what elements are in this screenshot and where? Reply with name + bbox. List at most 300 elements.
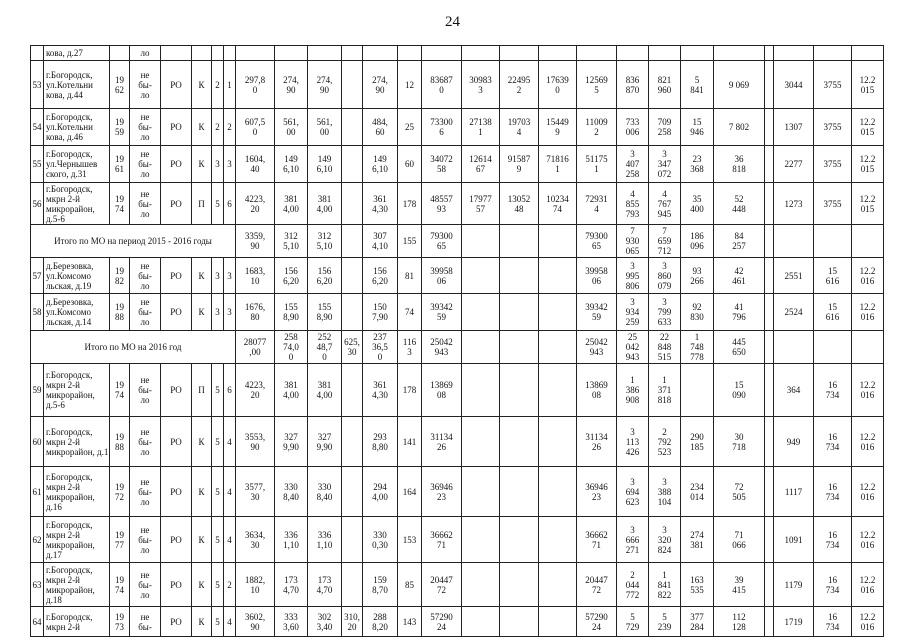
residential-area-cell: 381 4,00 (308, 183, 342, 225)
residents-cell: 178 (398, 364, 422, 417)
type-cell: РО (161, 364, 192, 417)
residents-cell: 74 (398, 294, 422, 331)
premises-area-cell: 327 9,90 (275, 417, 308, 467)
total-area-cell: 297,8 0 (236, 61, 275, 109)
municipal-cell (539, 225, 577, 258)
limit-cost-cell (814, 331, 852, 364)
entrances-cell: 2 (224, 109, 236, 146)
specific-cost-cell: 1179 (774, 563, 814, 607)
entrances-cell: 3 (224, 146, 236, 183)
row-number-cell: 62 (31, 517, 44, 563)
residential-area-cell: 173 4,70 (308, 563, 342, 607)
municipal-cell (539, 331, 577, 364)
specific-cost-cell: 1273 (774, 183, 814, 225)
cost-value-cell: 2 044 772 (617, 563, 649, 607)
limit-cost-cell: 3755 (814, 61, 852, 109)
table-row (31, 294, 884, 331)
owners-funds-cell: 39958 06 (577, 258, 617, 294)
municipal-cell (539, 607, 577, 637)
row-number-cell: 57 (31, 258, 44, 294)
regional-cell (500, 563, 539, 607)
cost-value-cell: 84 257 (714, 225, 765, 258)
cost-value-cell: 41 796 (714, 294, 765, 331)
nonresidential-area-cell (342, 109, 363, 146)
fund-cell: 27138 1 (462, 109, 500, 146)
fund-cell (462, 225, 500, 258)
renovation-year-cell: не бы- ло (130, 364, 161, 417)
premises-area-cell: 381 4,00 (275, 364, 308, 417)
cost-value-cell: 4 855 793 (617, 183, 649, 225)
empty-cell (765, 294, 774, 331)
deadline-cell: 12.2 015 (852, 146, 884, 183)
owners-funds-cell: 11009 2 (577, 109, 617, 146)
cost-value-cell: 821 960 (649, 61, 681, 109)
residents-cell: 116 3 (398, 331, 422, 364)
cost-value-cell: 1 748 778 (681, 331, 714, 364)
deadline-cell: 12.2 016 (852, 364, 884, 417)
row-number-cell: 58 (31, 294, 44, 331)
table-row (31, 61, 884, 109)
fund-cell (462, 364, 500, 417)
wall-material-cell: К (192, 61, 212, 109)
floors-cell: 2 (212, 109, 224, 146)
residential-area-cell: 149 6,10 (308, 146, 342, 183)
owners-funds-cell: 57290 24 (577, 607, 617, 637)
cost-value-cell: 445 650 (714, 331, 765, 364)
address-cell: г.Богородск, мкрн 2-й микрорайон, д.16 (44, 467, 110, 517)
total-cost-cell: 39342 59 (422, 294, 462, 331)
specific-cost-cell: 1117 (774, 467, 814, 517)
premises-area-cell: 258 74,0 0 (275, 331, 308, 364)
year-cell: 19 72 (110, 467, 130, 517)
page-number: 24 (445, 14, 460, 30)
type-cell: РО (161, 607, 192, 637)
cost-value-cell: 234 014 (681, 467, 714, 517)
residents-cell: 164 (398, 467, 422, 517)
table-row (31, 517, 884, 563)
fund-cell (462, 258, 500, 294)
owners-funds-cell: 31134 26 (577, 417, 617, 467)
row-number-cell: 59 (31, 364, 44, 417)
cost-value-cell: 7 802 (714, 109, 765, 146)
floors-cell: 3 (212, 146, 224, 183)
row-number-cell: 54 (31, 109, 44, 146)
fund-cell (462, 294, 500, 331)
fund-cell: 17977 57 (462, 183, 500, 225)
deadline-cell: 12.2 016 (852, 417, 884, 467)
nonresidential-area-cell (342, 61, 363, 109)
renovation-year-cell: не бы- ло (130, 61, 161, 109)
owners-funds-cell: 20447 72 (577, 563, 617, 607)
premises-area-cell: 381 4,00 (275, 183, 308, 225)
row-number-cell: 56 (31, 183, 44, 225)
address-cell: г.Богородск, мкрн 2-й микрорайон, д.5-6 (44, 364, 110, 417)
owners-funds-cell: 72931 4 (577, 183, 617, 225)
entrances-cell: 3 (224, 294, 236, 331)
wall-material-cell: К (192, 467, 212, 517)
wall-material-cell: К (192, 258, 212, 294)
cost-value-cell: 5 841 (681, 61, 714, 109)
cost-value-cell: 15 946 (681, 109, 714, 146)
type-cell: РО (161, 417, 192, 467)
owners-area-cell: 156 6,20 (363, 258, 398, 294)
type-cell: РО (161, 467, 192, 517)
regional-cell (500, 331, 539, 364)
deadline-cell: 12.2 015 (852, 183, 884, 225)
owners-area-cell: 150 7,90 (363, 294, 398, 331)
wall-material-cell: К (192, 109, 212, 146)
premises-area-cell: 561, 00 (275, 109, 308, 146)
year-cell: 19 88 (110, 417, 130, 467)
empty-cell (765, 517, 774, 563)
table-row (31, 183, 884, 225)
regional-cell (500, 258, 539, 294)
owners-area-cell: 361 4,30 (363, 183, 398, 225)
total-cost-cell: 36662 71 (422, 517, 462, 563)
residents-cell: 25 (398, 109, 422, 146)
total-area-cell: 28077 ,00 (236, 331, 275, 364)
residents-cell: 153 (398, 517, 422, 563)
year-cell: 19 73 (110, 607, 130, 637)
municipal-cell (539, 364, 577, 417)
renovation-year-cell: не бы- (130, 607, 161, 637)
year-cell: 19 61 (110, 146, 130, 183)
floors-cell: 5 (212, 607, 224, 637)
row-number-cell: 60 (31, 417, 44, 467)
cost-value-cell: 3 694 623 (617, 467, 649, 517)
total-area-cell: 1604, 40 (236, 146, 275, 183)
residents-cell: 143 (398, 607, 422, 637)
cost-value-cell: 23 368 (681, 146, 714, 183)
residents-cell: 81 (398, 258, 422, 294)
row-number-cell: 61 (31, 467, 44, 517)
floors-cell: 5 (212, 517, 224, 563)
municipal-cell: 17639 0 (539, 61, 577, 109)
apartment-buildings-table (30, 45, 884, 637)
owners-area-cell: 288 8,20 (363, 607, 398, 637)
limit-cost-cell: 16 734 (814, 467, 852, 517)
address-cell: г.Богородск, мкрн 2-й микрорайон, д.17 (44, 517, 110, 563)
total-cost-cell: 57290 24 (422, 607, 462, 637)
cost-value-cell: 22 848 515 (649, 331, 681, 364)
owners-area-cell: 237 36,5 0 (363, 331, 398, 364)
empty-cell (765, 146, 774, 183)
type-cell: РО (161, 109, 192, 146)
cost-value-cell: 35 400 (681, 183, 714, 225)
limit-cost-cell: 3755 (814, 146, 852, 183)
cost-value-cell: 709 258 (649, 109, 681, 146)
total-area-cell: 1683, 10 (236, 258, 275, 294)
summary-label: Итого по МО на 2016 год (31, 331, 236, 364)
empty-cell (765, 364, 774, 417)
nonresidential-area-cell (342, 183, 363, 225)
residents-cell: 155 (398, 225, 422, 258)
specific-cost-cell: 1091 (774, 517, 814, 563)
cost-value-cell: 3 666 271 (617, 517, 649, 563)
type-cell: РО (161, 294, 192, 331)
total-area-cell: 3634, 30 (236, 517, 275, 563)
wall-material-cell: К (192, 294, 212, 331)
premises-area-cell: 336 1,10 (275, 517, 308, 563)
type-cell: РО (161, 517, 192, 563)
owners-area-cell: 293 8,80 (363, 417, 398, 467)
address-cell: г.Богородск, мкрн 2-й микрорайон, д.1 (44, 417, 110, 467)
cost-value-cell: 3 934 259 (617, 294, 649, 331)
empty-cell (765, 467, 774, 517)
regional-cell (500, 467, 539, 517)
limit-cost-cell: 3755 (814, 109, 852, 146)
residential-area-cell: 561, 00 (308, 109, 342, 146)
entrances-cell: 4 (224, 517, 236, 563)
total-cost-cell: 25042 943 (422, 331, 462, 364)
floors-cell: 3 (212, 294, 224, 331)
total-cost-cell: 48557 93 (422, 183, 462, 225)
deadline-cell (852, 225, 884, 258)
year-cell: 19 62 (110, 61, 130, 109)
table-row (31, 364, 884, 417)
municipal-cell (539, 517, 577, 563)
year-cell: 19 74 (110, 563, 130, 607)
owners-area-cell: 307 4,10 (363, 225, 398, 258)
deadline-cell: 12.2 016 (852, 607, 884, 637)
regional-cell: 13052 48 (500, 183, 539, 225)
cost-value-cell: 7 659 712 (649, 225, 681, 258)
address-cell: д.Березовка, ул.Комсомо льская, д.19 (44, 258, 110, 294)
entrances-cell: 4 (224, 607, 236, 637)
municipal-cell: 15449 9 (539, 109, 577, 146)
material-cell: ло (130, 46, 161, 61)
total-area-cell: 3602, 90 (236, 607, 275, 637)
owners-funds-cell: 13869 08 (577, 364, 617, 417)
municipal-cell (539, 563, 577, 607)
entrances-cell: 4 (224, 417, 236, 467)
deadline-cell: 12.2 016 (852, 258, 884, 294)
nonresidential-area-cell (342, 146, 363, 183)
cost-value-cell: 1 386 908 (617, 364, 649, 417)
cost-value-cell: 1 371 818 (649, 364, 681, 417)
wall-material-cell: П (192, 364, 212, 417)
total-cost-cell: 83687 0 (422, 61, 462, 109)
empty-cell (765, 258, 774, 294)
table-row (31, 258, 884, 294)
type-cell: РО (161, 258, 192, 294)
empty-cell (765, 331, 774, 364)
floors-cell: 5 (212, 467, 224, 517)
cost-value-cell: 377 284 (681, 607, 714, 637)
cost-value-cell: 3 113 426 (617, 417, 649, 467)
residential-area-cell: 312 5,10 (308, 225, 342, 258)
total-cost-cell: 73300 6 (422, 109, 462, 146)
premises-area-cell: 173 4,70 (275, 563, 308, 607)
address-cell: г.Богородск, ул.Котельни кова, д.44 (44, 61, 110, 109)
municipal-cell (539, 258, 577, 294)
cost-value-cell: 3 407 258 (617, 146, 649, 183)
cost-value-cell: 290 185 (681, 417, 714, 467)
nonresidential-area-cell: 625, 30 (342, 331, 363, 364)
address-cell: г.Богородск, ул.Чернышев ского, д.31 (44, 146, 110, 183)
floors-cell: 5 (212, 364, 224, 417)
total-area-cell: 4223, 20 (236, 364, 275, 417)
total-area-cell: 3577, 30 (236, 467, 275, 517)
cost-value-cell: 4 767 945 (649, 183, 681, 225)
address-cell: г.Богородск, мкрн 2-й микрорайон, д.5-6 (44, 183, 110, 225)
floors-cell: 5 (212, 183, 224, 225)
limit-cost-cell: 16 734 (814, 607, 852, 637)
floors-cell: 5 (212, 563, 224, 607)
premises-area-cell: 156 6,20 (275, 258, 308, 294)
specific-cost-cell: 2551 (774, 258, 814, 294)
premises-area-cell: 274, 90 (275, 61, 308, 109)
year-cell: 19 74 (110, 364, 130, 417)
nonresidential-area-cell (342, 417, 363, 467)
renovation-year-cell: не бы- ло (130, 109, 161, 146)
table-row (31, 563, 884, 607)
owners-funds-cell: 39342 59 (577, 294, 617, 331)
residential-area-cell: 302 3,40 (308, 607, 342, 637)
owners-funds-cell: 36946 23 (577, 467, 617, 517)
deadline-cell: 12.2 016 (852, 563, 884, 607)
owners-area-cell: 274, 90 (363, 61, 398, 109)
residential-area-cell: 327 9,90 (308, 417, 342, 467)
residential-area-cell: 330 8,40 (308, 467, 342, 517)
nonresidential-area-cell (342, 258, 363, 294)
cost-value-cell: 52 448 (714, 183, 765, 225)
renovation-year-cell: не бы- ло (130, 294, 161, 331)
summary-label: Итого по МО на период 2015 - 2016 годы (31, 225, 236, 258)
table-row (31, 417, 884, 467)
cost-value-cell: 733 006 (617, 109, 649, 146)
regional-cell (500, 294, 539, 331)
cost-value-cell: 1 841 822 (649, 563, 681, 607)
cost-value-cell: 93 266 (681, 258, 714, 294)
wall-material-cell: К (192, 417, 212, 467)
empty-cell (765, 417, 774, 467)
total-area-cell: 1676, 80 (236, 294, 275, 331)
deadline-cell: 12.2 015 (852, 109, 884, 146)
cost-value-cell: 3 347 072 (649, 146, 681, 183)
deadline-cell: 12.2 016 (852, 467, 884, 517)
renovation-year-cell: не бы- ло (130, 517, 161, 563)
cost-value-cell: 274 381 (681, 517, 714, 563)
total-area-cell: 1882, 10 (236, 563, 275, 607)
owners-funds-cell: 36662 71 (577, 517, 617, 563)
specific-cost-cell (774, 331, 814, 364)
renovation-year-cell: не бы- ло (130, 183, 161, 225)
table-row (31, 109, 884, 146)
residential-area-cell: 155 8,90 (308, 294, 342, 331)
nonresidential-area-cell (342, 517, 363, 563)
total-cost-cell: 13869 08 (422, 364, 462, 417)
address-cell: д.Березовка, ул.Комсомо льская, д.14 (44, 294, 110, 331)
empty-cell (765, 225, 774, 258)
fund-cell (462, 563, 500, 607)
regional-cell (500, 225, 539, 258)
wall-material-cell: К (192, 563, 212, 607)
cost-value-cell: 15 090 (714, 364, 765, 417)
municipal-cell: 71816 1 (539, 146, 577, 183)
entrances-cell: 4 (224, 467, 236, 517)
owners-area-cell: 159 8,70 (363, 563, 398, 607)
nonresidential-area-cell (342, 563, 363, 607)
limit-cost-cell: 16 734 (814, 517, 852, 563)
total-area-cell: 607,5 0 (236, 109, 275, 146)
cost-value-cell: 3 320 824 (649, 517, 681, 563)
fund-cell: 12614 67 (462, 146, 500, 183)
nonresidential-area-cell (342, 364, 363, 417)
specific-cost-cell: 949 (774, 417, 814, 467)
address-cell: кова, д.27 (44, 46, 110, 61)
entrances-cell: 2 (224, 563, 236, 607)
year-cell: 19 82 (110, 258, 130, 294)
empty-cell (765, 607, 774, 637)
owners-area-cell: 149 6,10 (363, 146, 398, 183)
premises-area-cell: 330 8,40 (275, 467, 308, 517)
owners-area-cell: 330 0,30 (363, 517, 398, 563)
cost-value-cell: 2 792 523 (649, 417, 681, 467)
regional-cell: 22495 2 (500, 61, 539, 109)
residential-area-cell: 381 4,00 (308, 364, 342, 417)
type-cell: РО (161, 563, 192, 607)
cost-value-cell: 30 718 (714, 417, 765, 467)
fund-cell (462, 417, 500, 467)
nonresidential-area-cell: 310, 20 (342, 607, 363, 637)
owners-funds-cell: 79300 65 (577, 225, 617, 258)
deadline-cell: 12.2 016 (852, 294, 884, 331)
limit-cost-cell: 16 734 (814, 563, 852, 607)
residents-cell: 12 (398, 61, 422, 109)
municipal-cell: 10234 74 (539, 183, 577, 225)
deadline-cell: 12.2 015 (852, 61, 884, 109)
total-cost-cell: 31134 26 (422, 417, 462, 467)
municipal-cell (539, 294, 577, 331)
fund-cell (462, 517, 500, 563)
cost-value-cell: 9 069 (714, 61, 765, 109)
municipal-cell (539, 417, 577, 467)
entrances-cell: 6 (224, 183, 236, 225)
residential-area-cell: 274, 90 (308, 61, 342, 109)
limit-cost-cell: 16 734 (814, 364, 852, 417)
total-cost-cell: 39958 06 (422, 258, 462, 294)
summary-row (31, 225, 884, 258)
cost-value-cell: 25 042 943 (617, 331, 649, 364)
limit-cost-cell: 3755 (814, 183, 852, 225)
owners-area-cell: 294 4,00 (363, 467, 398, 517)
cost-value-cell: 92 830 (681, 294, 714, 331)
renovation-year-cell: не бы- ло (130, 258, 161, 294)
total-area-cell: 4223, 20 (236, 183, 275, 225)
specific-cost-cell: 3044 (774, 61, 814, 109)
cost-value-cell: 42 461 (714, 258, 765, 294)
specific-cost-cell (774, 225, 814, 258)
address-cell: г.Богородск, мкрн 2-й микрорайон, д.18 (44, 563, 110, 607)
cost-value-cell: 5 729 (617, 607, 649, 637)
floors-cell: 3 (212, 258, 224, 294)
entrances-cell: 3 (224, 258, 236, 294)
cost-value-cell: 112 128 (714, 607, 765, 637)
entrances-cell: 1 (224, 61, 236, 109)
renovation-year-cell: не бы- ло (130, 146, 161, 183)
regional-cell (500, 364, 539, 417)
year-cell: 19 59 (110, 109, 130, 146)
renovation-year-cell: не бы- ло (130, 563, 161, 607)
empty-cell (765, 563, 774, 607)
floors-cell: 2 (212, 61, 224, 109)
fund-cell: 30983 3 (462, 61, 500, 109)
cost-value-cell: 7 930 065 (617, 225, 649, 258)
year-cell: 19 88 (110, 294, 130, 331)
total-cost-cell: 34072 58 (422, 146, 462, 183)
year-cell: 19 74 (110, 183, 130, 225)
